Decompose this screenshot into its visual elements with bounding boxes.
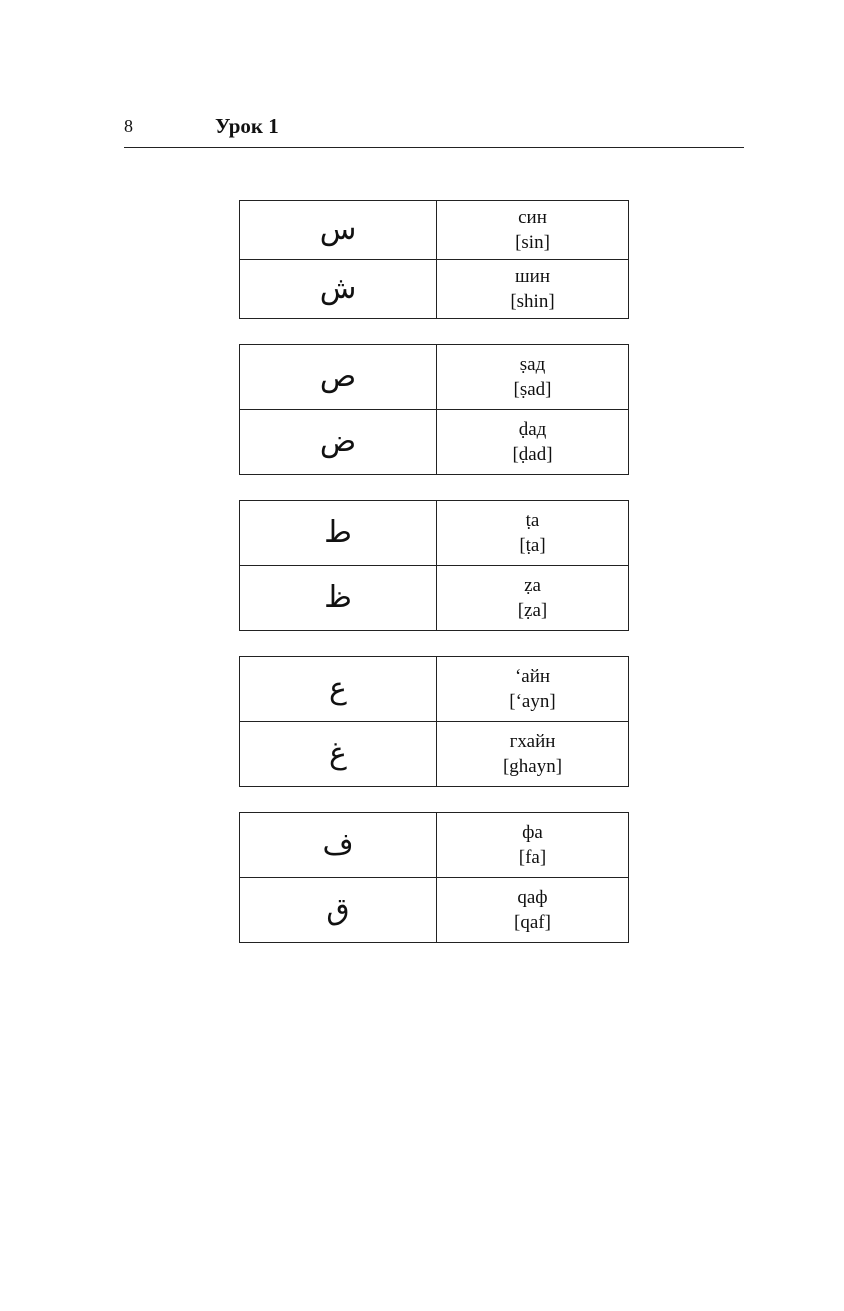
letter-transliteration: [ḍad] <box>512 444 553 465</box>
letter-transliteration: [ẓa] <box>517 600 548 621</box>
table-row <box>240 657 629 722</box>
letter-table-fa-qaf <box>239 812 629 943</box>
table-row <box>240 566 629 631</box>
table-row <box>240 201 629 260</box>
table-row <box>240 813 629 878</box>
letter-transliteration: [ghayn] <box>502 756 563 777</box>
letter-transliteration: [ṣad] <box>513 379 552 400</box>
page-number: 8 <box>124 116 133 136</box>
letter-name: фа <box>522 822 543 843</box>
letter-name-cell <box>437 722 629 787</box>
letter-name: ‘айн <box>514 666 551 687</box>
letter-name: шин <box>515 266 550 287</box>
table-row <box>240 501 629 566</box>
letter-name-cell <box>437 566 629 631</box>
letter-table-sin-shin <box>239 200 629 319</box>
lesson-title: Урок 1 <box>215 114 279 138</box>
arabic-letter: س <box>240 201 437 260</box>
letter-table-ta-za <box>239 500 629 631</box>
table-row <box>240 345 629 410</box>
letter-name: ḍад <box>518 419 547 440</box>
letter-name-cell <box>437 345 629 410</box>
letter-name: гхайн <box>509 731 556 752</box>
letter-transliteration: [sin] <box>515 232 550 253</box>
letter-name: ṣад <box>519 354 546 375</box>
arabic-letter: ظ <box>240 566 437 631</box>
letter-name: син <box>518 207 547 228</box>
arabic-letter: ع <box>240 657 437 722</box>
letter-name-cell <box>437 501 629 566</box>
letter-name-cell <box>437 878 629 943</box>
letter-name-cell <box>437 657 629 722</box>
arabic-letter: ص <box>240 345 437 410</box>
letter-transliteration: [shin] <box>510 291 555 312</box>
letter-tables <box>239 200 629 968</box>
arabic-letter: ق <box>240 878 437 943</box>
letter-transliteration: [ṭa] <box>519 535 546 556</box>
letter-table-sad-dad <box>239 344 629 475</box>
table-row <box>240 722 629 787</box>
letter-name: ṭа <box>525 510 540 531</box>
letter-name-cell <box>437 260 629 319</box>
letter-transliteration: [qaf] <box>514 912 551 933</box>
letter-table-ayn-ghayn <box>239 656 629 787</box>
letter-transliteration: [‘ayn] <box>509 691 556 712</box>
page-header <box>124 112 744 148</box>
arabic-letter: غ <box>240 722 437 787</box>
arabic-letter: ش <box>240 260 437 319</box>
letter-name-cell <box>437 201 629 260</box>
letter-name: ẓа <box>524 575 541 596</box>
letter-name: qaф <box>517 887 548 908</box>
arabic-letter: ف <box>240 813 437 878</box>
letter-name-cell <box>437 410 629 475</box>
letter-transliteration: [fa] <box>518 847 547 868</box>
table-row <box>240 878 629 943</box>
arabic-letter: ط <box>240 501 437 566</box>
arabic-letter: ض <box>240 410 437 475</box>
table-row <box>240 260 629 319</box>
table-row <box>240 410 629 475</box>
letter-name-cell <box>437 813 629 878</box>
